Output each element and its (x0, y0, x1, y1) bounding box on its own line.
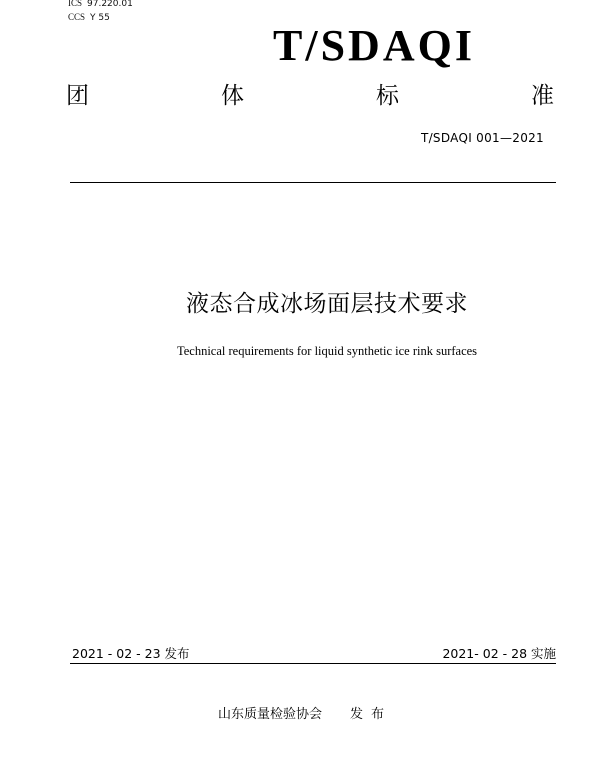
ics-code-row (68, 0, 133, 11)
issue-date: 2021 - 02 - 23 发布 (72, 646, 190, 661)
standard-type-char: 团 (66, 83, 89, 109)
publisher-line (218, 703, 392, 722)
title-chinese: 液态合成冰场面层技术要求 (186, 291, 468, 317)
ccs-value: Y 55 (90, 13, 110, 23)
implementation-date: 2021- 02 - 28 实施 (442, 646, 556, 661)
standard-type-char: 准 (531, 83, 554, 109)
standard-type-char: 标 (376, 83, 399, 109)
title-english: Technical requirements for liquid synthetic ice rink surfaces (176, 344, 478, 358)
standard-brand-mark: T/SDAQI (273, 21, 475, 70)
top-divider (70, 182, 556, 183)
standard-type-char: 体 (221, 83, 244, 109)
ics-label: ICS (68, 0, 83, 8)
classification-codes (68, 0, 133, 25)
ics-value: 97.220.01 (87, 0, 133, 9)
standard-number: T/SDAQI 001—2021 (420, 131, 544, 145)
ccs-label: CCS (68, 12, 86, 22)
ccs-code-row (68, 11, 133, 25)
publisher-issue-label: 发布 (350, 707, 393, 722)
publisher-name: 山东质量检验协会 (218, 707, 323, 722)
bottom-divider (70, 663, 556, 664)
standard-type-heading (66, 82, 554, 110)
